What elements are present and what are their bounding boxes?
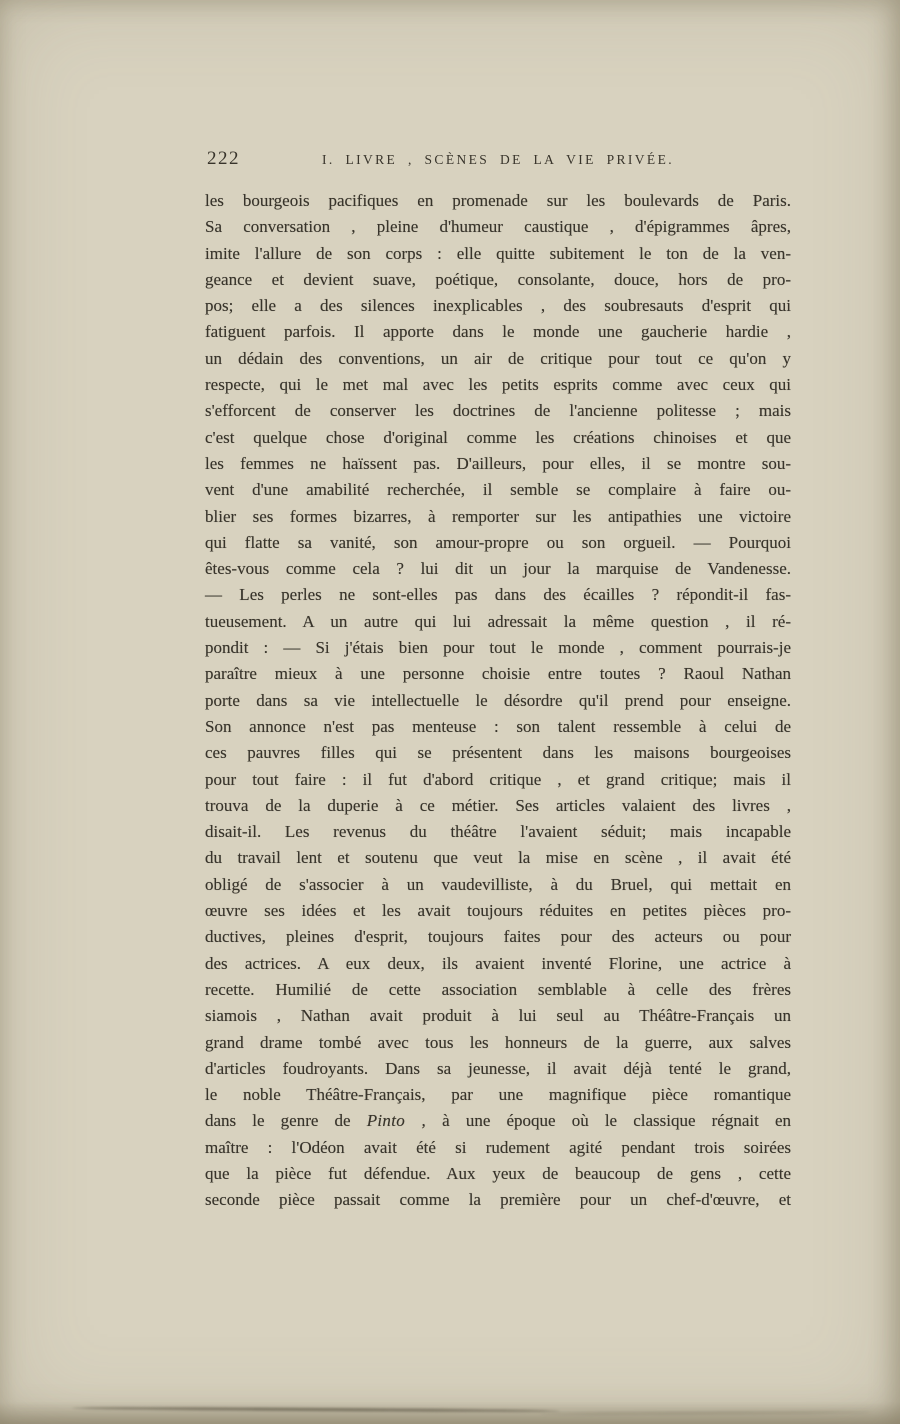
text-line	[205, 293, 791, 319]
text-line	[205, 214, 791, 240]
text-run: seconde pièce passait comme la première pour un chef-d'œuvre, et	[205, 1190, 791, 1210]
text-run: fatiguent parfois. Il apporte dans le monde une gaucherie hardie ,	[205, 322, 791, 342]
text-line	[205, 1003, 791, 1029]
text-line	[205, 451, 791, 477]
text-line	[205, 425, 791, 451]
text-run: pos; elle a des silences inexplicables , des soubresauts d'esprit qui	[205, 296, 791, 316]
text-line	[205, 582, 791, 608]
text-line	[205, 188, 791, 214]
text-run: paraître mieux à une personne choisie entre toutes ? Raoul Nathan	[205, 664, 791, 684]
text-run: des actrices. A eux deux, ils avaient inventé Florine, une actrice à	[205, 953, 791, 973]
page-number: 222	[207, 148, 240, 169]
page-header	[205, 148, 791, 174]
text-line	[205, 1030, 791, 1056]
text-run: dans le genre de	[205, 1111, 367, 1131]
text-line	[205, 241, 791, 267]
text-run: à une époque où le classique régnait en	[426, 1111, 792, 1131]
text-run: grand drame tombé avec tous les honneurs de la guerre, aux salves	[205, 1032, 791, 1052]
text-line	[205, 688, 791, 714]
text-run: pour tout faire : il fut d'abord critique , et grand critique; mais il	[205, 769, 791, 789]
text-run: Son annonce n'est pas menteuse : son talent ressemble à celui de	[205, 716, 791, 736]
text-line	[205, 372, 791, 398]
text-line	[205, 609, 791, 635]
text-line	[205, 740, 791, 766]
text-run: respecte, qui le met mal avec les petits esprits comme avec ceux qui	[205, 375, 791, 395]
text-run: ces pauvres filles qui se présentent dans les maisons bourgeoises	[205, 743, 791, 763]
text-line	[205, 556, 791, 582]
text-line	[205, 793, 791, 819]
text-run: que la pièce fut défendue. Aux yeux de beaucoup de gens , cette	[205, 1163, 791, 1183]
text-line	[205, 346, 791, 372]
text-line	[205, 845, 791, 871]
text-line	[205, 1056, 791, 1082]
text-run: disait-il. Les revenus du théâtre l'avaient séduit; mais incapable	[205, 822, 791, 842]
text-line	[205, 477, 791, 503]
text-run: d'articles foudroyants. Dans sa jeunesse, il avait déjà tenté le grand,	[205, 1058, 791, 1078]
text-line	[205, 319, 791, 345]
text-run: Sa conversation , pleine d'humeur caustique , d'épigrammes âpres,	[205, 217, 791, 237]
text-run: le noble Théâtre-Français, par une magnifique pièce romantique	[205, 1085, 791, 1105]
text-run: les femmes ne haïssent pas. D'ailleurs, pour elles, il se montre sou-	[205, 453, 791, 473]
text-run: pondit : — Si j'étais bien pour tout le monde , comment pourrais-je	[205, 638, 791, 658]
text-line	[205, 530, 791, 556]
bottom-scan-shade	[0, 1402, 900, 1424]
text-run: ductives, pleines d'esprit, toujours faites pour des acteurs ou pour	[205, 927, 791, 947]
text-line	[205, 977, 791, 1003]
text-run: — Les perles ne sont-elles pas dans des écailles ? répondit-il fas-	[205, 585, 791, 605]
text-run: vent d'une amabilité recherchée, il semble se complaire à faire ou-	[205, 480, 791, 500]
text-run: obligé de s'associer à un vaudevilliste, à du Bruel, qui mettait en	[205, 874, 791, 894]
text-run: geance et devient suave, poétique, consolante, douce, hors de pro-	[205, 269, 791, 289]
text-run: porte dans sa vie intellectuelle le désordre qu'il prend pour enseigne.	[205, 690, 791, 710]
text-run: c'est quelque chose d'original comme les créations chinoises et que	[205, 427, 791, 447]
text-run: maître : l'Odéon avait été si rudement agité pendant trois soirées	[205, 1137, 791, 1157]
text-line	[205, 661, 791, 687]
text-line	[205, 898, 791, 924]
text-line	[205, 924, 791, 950]
text-line	[205, 1082, 791, 1108]
text-run: un dédain des conventions, un air de critique pour tout ce qu'on y	[205, 348, 791, 368]
text-run: imite l'allure de son corps : elle quitte subitement le ton de la ven-	[205, 243, 791, 263]
text-run: les bourgeois pacifiques en promenade sur les boulevards de Paris.	[205, 191, 791, 210]
text-line	[205, 951, 791, 977]
text-run: s'efforcent de conserver les doctrines de l'ancienne politesse ; mais	[205, 401, 791, 421]
text-line	[205, 872, 791, 898]
text-line	[205, 398, 791, 424]
text-run: blier ses formes bizarres, à remporter sur les antipathies une victoire	[205, 506, 791, 526]
text-line	[205, 767, 791, 793]
italic-text-run: Pinto ,	[366, 1111, 427, 1131]
text-run: recette. Humilié de cette association semblable à celle des frères	[205, 979, 791, 999]
text-line	[205, 714, 791, 740]
text-run: tueusement. A un autre qui lui adressait la même question , il ré-	[205, 611, 791, 631]
text-run: trouva de la duperie à ce métier. Ses articles valaient des livres ,	[205, 795, 791, 815]
text-run: êtes-vous comme cela ? lui dit un jour la marquise de Vandenesse.	[205, 559, 791, 579]
text-run: siamois , Nathan avait produit à lui seul au Théâtre-Français un	[205, 1006, 791, 1026]
text-line	[205, 1161, 791, 1187]
text-line	[205, 504, 791, 530]
running-title: I. LIVRE , SCÈNES DE LA VIE PRIVÉE.	[322, 152, 674, 167]
text-line	[205, 267, 791, 293]
text-line	[205, 1187, 791, 1213]
text-line	[205, 819, 791, 845]
text-run: qui flatte sa vanité, son amour-propre ou son orgueil. — Pourquoi	[205, 532, 791, 552]
text-run: du travail lent et soutenu que veut la mise en scène , il avait été	[205, 848, 791, 868]
text-run: œuvre ses idées et les avait toujours réduites en petites pièces pro-	[205, 901, 791, 921]
text-block	[205, 188, 791, 1214]
text-line	[205, 1108, 791, 1134]
text-line	[205, 635, 791, 661]
text-line	[205, 1135, 791, 1161]
